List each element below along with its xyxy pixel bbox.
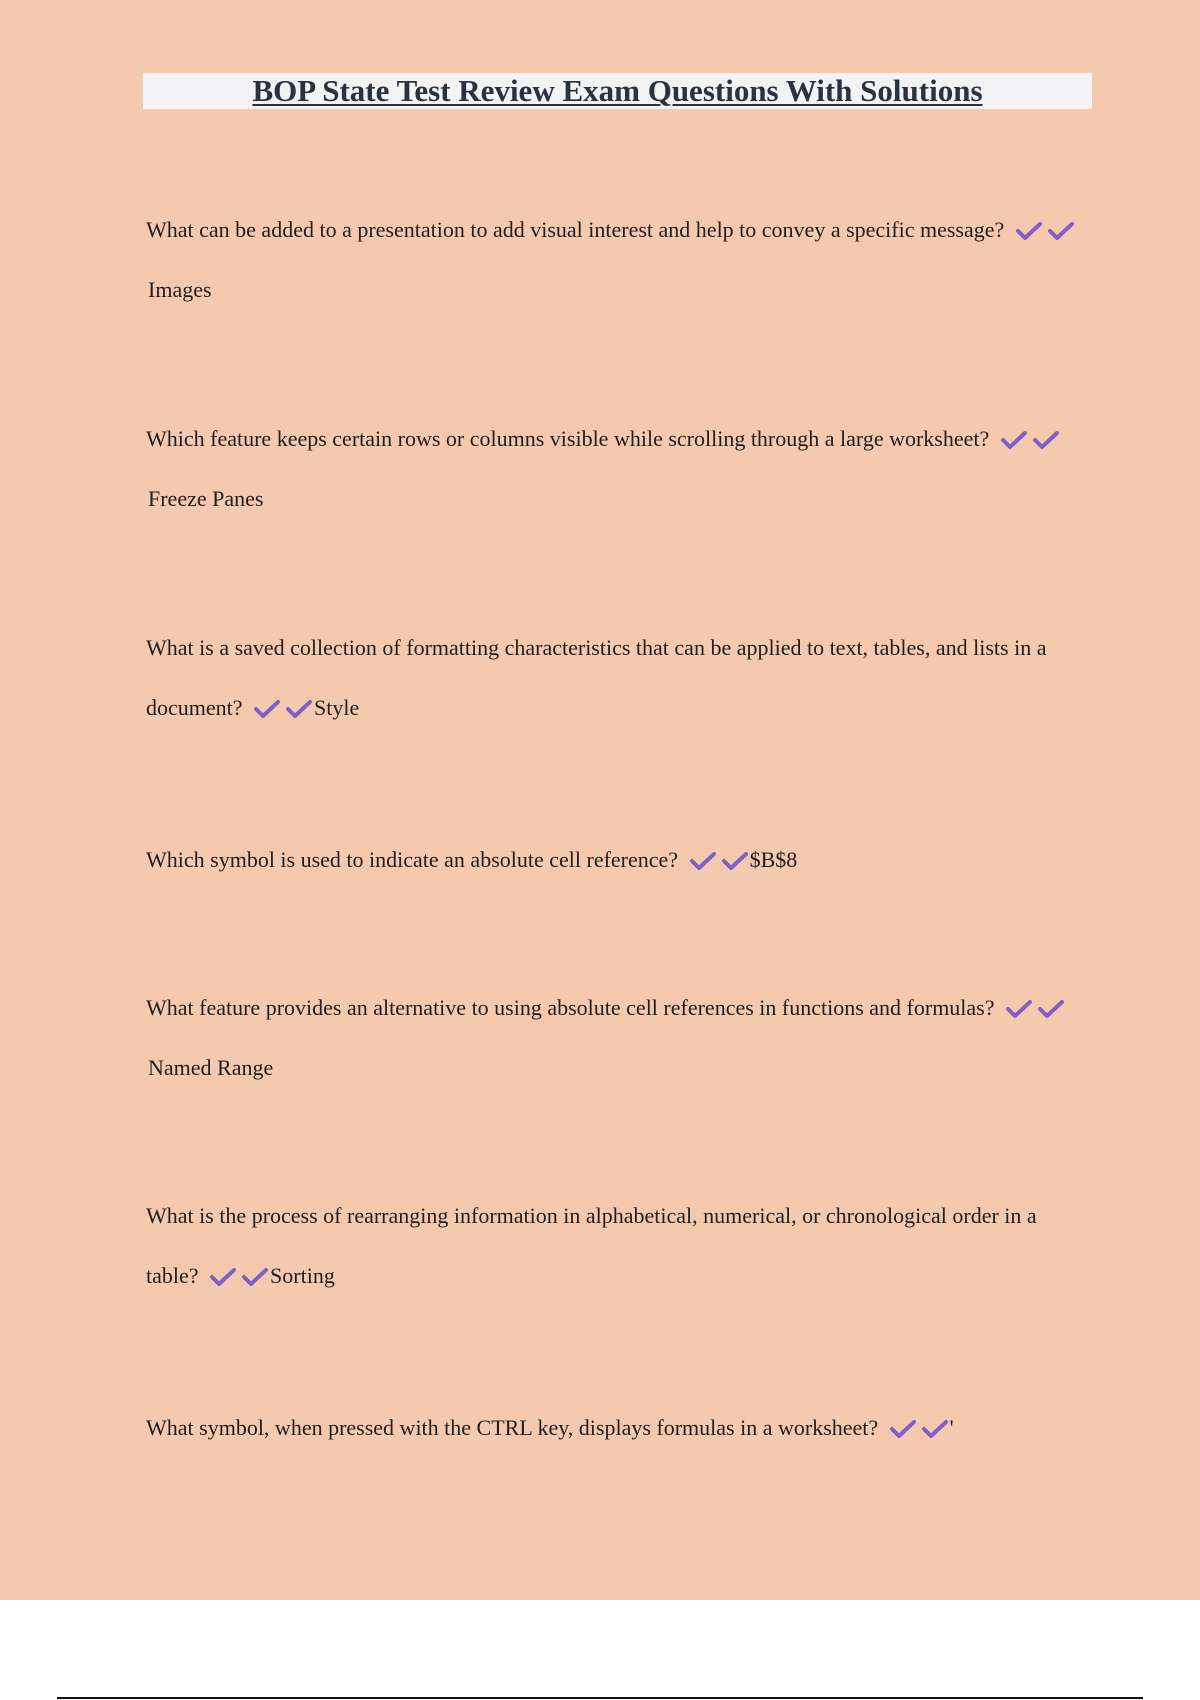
check-icon: [1048, 222, 1074, 240]
check-icon: [1001, 431, 1027, 449]
question-text: What can be added to a presentation to add visual interest and help to convey a specific message?: [146, 217, 1005, 242]
qa-item: [146, 1398, 1092, 1458]
question-text: What symbol, when pressed with the CTRL key, displays formulas in a worksheet?: [146, 1415, 879, 1440]
question-text: What feature provides an alternative to using absolute cell references in functions and formulas?: [146, 995, 995, 1020]
title-bar: [143, 73, 1092, 109]
qa-item: [146, 200, 1092, 320]
qa-item: [146, 830, 1092, 890]
check-icon: [286, 700, 312, 718]
check-icon: [242, 1268, 268, 1286]
answer-text: Style: [314, 695, 360, 720]
check-icon: [1038, 1000, 1064, 1018]
question-text: Which feature keeps certain rows or columns visible while scrolling through a large worksheet?: [146, 426, 990, 451]
page-title: BOP State Test Review Exam Questions With Solutions: [252, 73, 983, 108]
answer-text: Freeze Panes: [148, 486, 264, 511]
answer-text: Named Range: [148, 1055, 274, 1080]
qa-item: [146, 409, 1092, 529]
check-icon: [922, 1420, 948, 1438]
question-text: Which symbol is used to indicate an absolute cell reference?: [146, 847, 679, 872]
check-icon: [890, 1420, 916, 1438]
check-icon: [722, 852, 748, 870]
question-text: What is a saved collection of formatting characteristics that can be applied to text, tables, and lists in a document?: [146, 635, 1047, 720]
answer-text: $B$8: [749, 847, 798, 872]
check-icon: [210, 1268, 236, 1286]
check-icon: [1006, 1000, 1032, 1018]
footer-divider: [57, 1697, 1143, 1699]
check-icon: [254, 700, 280, 718]
qa-item: [146, 618, 1092, 738]
check-icon: [1016, 222, 1042, 240]
answer-text: Images: [148, 277, 212, 302]
answer-text: Sorting: [270, 1263, 335, 1288]
qa-item: [146, 1186, 1092, 1306]
qa-item: [146, 978, 1092, 1098]
check-icon: [690, 852, 716, 870]
check-icon: [1033, 431, 1059, 449]
question-text: What is the process of rearranging information in alphabetical, numerical, or chronological order in a table?: [146, 1203, 1037, 1288]
answer-text: ': [949, 1415, 954, 1440]
